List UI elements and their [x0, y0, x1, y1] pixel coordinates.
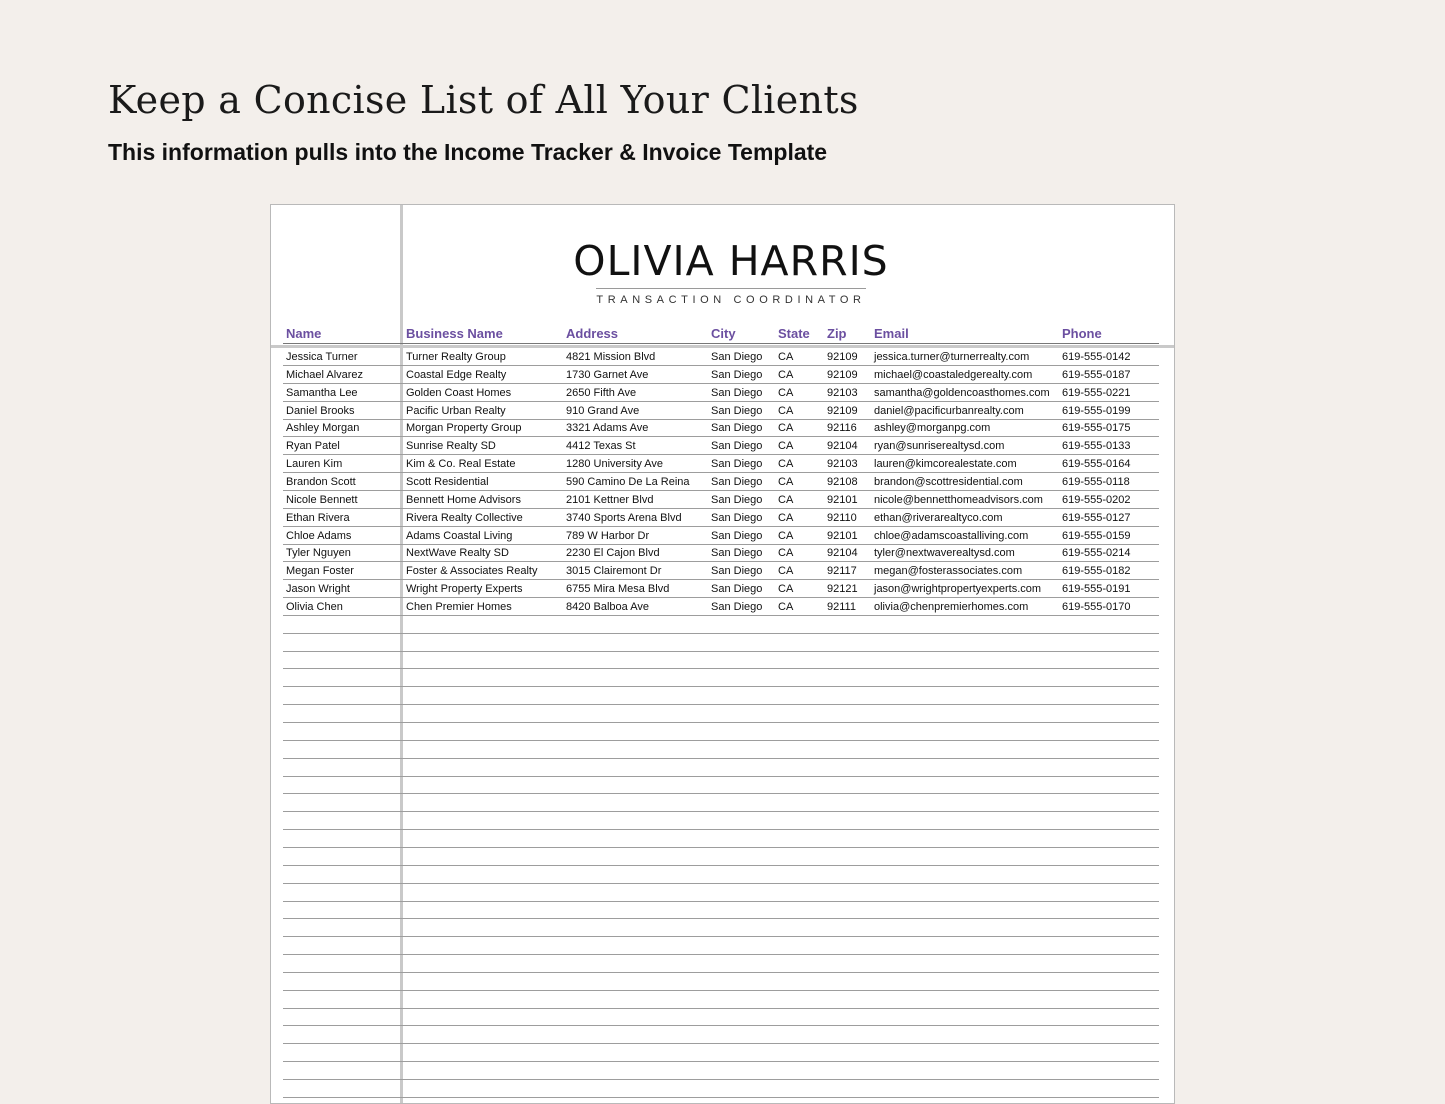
table-row[interactable] — [283, 419, 1159, 437]
empty-row[interactable] — [283, 812, 1159, 830]
cell-zip[interactable]: 92104 — [827, 547, 858, 560]
column-header-business-name[interactable]: Business Name — [406, 326, 503, 341]
empty-row[interactable] — [283, 1044, 1159, 1062]
empty-row[interactable] — [283, 669, 1159, 687]
brand-logo — [571, 237, 891, 306]
cell-phone[interactable]: 619-555-0221 — [1062, 386, 1131, 399]
cell-phone[interactable]: 619-555-0127 — [1062, 511, 1131, 524]
cell-zip[interactable]: 92108 — [827, 475, 858, 488]
cell-zip[interactable]: 92117 — [827, 565, 857, 578]
page-subtitle: This information pulls into the Income Tracker & Invoice Template — [108, 139, 828, 165]
cell-name[interactable]: Daniel Brooks — [286, 404, 355, 417]
cell-address[interactable]: 6755 Mira Mesa Blvd — [566, 583, 670, 596]
cell-city[interactable]: San Diego — [711, 565, 763, 578]
cell-email[interactable]: lauren@kimcorealestate.com — [874, 458, 1017, 471]
cell-email[interactable]: nicole@bennetthomeadvisors.com — [874, 493, 1043, 506]
cell-zip[interactable]: 92109 — [827, 368, 858, 381]
table-row[interactable] — [283, 598, 1159, 616]
table-row[interactable] — [283, 491, 1159, 509]
empty-row[interactable] — [283, 973, 1159, 991]
empty-row[interactable] — [283, 937, 1159, 955]
cell-zip[interactable]: 92109 — [827, 404, 858, 417]
cell-phone[interactable]: 619-555-0142 — [1062, 351, 1131, 363]
cell-phone[interactable]: 619-555-0164 — [1062, 458, 1131, 471]
cell-business-name[interactable]: Turner Realty Group — [406, 351, 506, 363]
cell-business-name[interactable]: Kim & Co. Real Estate — [406, 458, 516, 471]
empty-row[interactable] — [283, 1026, 1159, 1044]
cell-city[interactable]: San Diego — [711, 529, 763, 542]
cell-address[interactable]: 789 W Harbor Dr — [566, 529, 650, 542]
cell-email[interactable]: megan@fosterassociates.com — [874, 565, 1023, 578]
empty-row[interactable] — [283, 848, 1159, 866]
empty-row[interactable] — [283, 919, 1159, 937]
cell-address[interactable]: 3740 Sports Arena Blvd — [566, 511, 682, 524]
empty-row[interactable] — [283, 634, 1159, 652]
cell-zip[interactable]: 92110 — [827, 511, 857, 524]
cell-email[interactable]: jason@wrightpropertyexperts.com — [874, 583, 1042, 596]
cell-address[interactable]: 910 Grand Ave — [566, 404, 640, 417]
cell-phone[interactable]: 619-555-0175 — [1062, 422, 1131, 435]
cell-name[interactable]: Ryan Patel — [286, 440, 340, 453]
cell-city[interactable]: San Diego — [711, 404, 763, 417]
cell-zip[interactable]: 92109 — [827, 351, 858, 363]
cell-email[interactable]: tyler@nextwaverealtysd.com — [874, 547, 1015, 560]
cell-name[interactable]: Ashley Morgan — [286, 422, 360, 435]
cell-state[interactable]: CA — [778, 368, 794, 381]
cell-name[interactable]: Michael Alvarez — [286, 368, 364, 381]
column-header-state[interactable]: State — [778, 326, 810, 341]
cell-state[interactable]: CA — [778, 583, 794, 596]
cell-phone[interactable]: 619-555-0133 — [1062, 440, 1131, 453]
table-row[interactable] — [283, 437, 1159, 455]
empty-row[interactable] — [283, 1008, 1159, 1026]
cell-address[interactable]: 2101 Kettner Blvd — [566, 493, 654, 506]
cell-address[interactable]: 1280 University Ave — [566, 458, 664, 471]
cell-zip[interactable]: 92101 — [827, 529, 858, 542]
cell-state[interactable]: CA — [778, 493, 794, 506]
cell-business-name[interactable]: Chen Premier Homes — [406, 600, 512, 613]
cell-business-name[interactable]: NextWave Realty SD — [406, 547, 509, 560]
cell-business-name[interactable]: Wright Property Experts — [406, 583, 523, 596]
cell-name[interactable]: Tyler Nguyen — [286, 547, 351, 560]
cell-address[interactable]: 2650 Fifth Ave — [566, 386, 637, 399]
empty-row[interactable] — [283, 955, 1159, 973]
table-row[interactable] — [283, 544, 1159, 562]
cell-city[interactable]: San Diego — [711, 547, 763, 560]
cell-business-name[interactable]: Rivera Realty Collective — [406, 511, 523, 524]
cell-city[interactable]: San Diego — [711, 493, 763, 506]
cell-business-name[interactable]: Pacific Urban Realty — [406, 404, 506, 417]
cell-city[interactable]: San Diego — [711, 440, 763, 453]
column-header-phone[interactable]: Phone — [1062, 326, 1102, 341]
header-underline — [283, 343, 1159, 344]
cell-address[interactable]: 2230 El Cajon Blvd — [566, 547, 660, 560]
column-header-city[interactable]: City — [711, 326, 736, 341]
table-row[interactable] — [283, 366, 1159, 384]
column-header-name[interactable]: Name — [286, 326, 322, 341]
cell-state[interactable]: CA — [778, 600, 794, 613]
table-row[interactable] — [283, 473, 1159, 491]
cell-name[interactable]: Brandon Scott — [286, 475, 356, 488]
cell-business-name[interactable]: Foster & Associates Realty — [406, 565, 538, 578]
table-row[interactable] — [283, 509, 1159, 527]
cell-phone[interactable]: 619-555-0191 — [1062, 583, 1131, 596]
cell-business-name[interactable]: Golden Coast Homes — [406, 386, 512, 399]
logo-divider — [596, 288, 866, 289]
cell-phone[interactable]: 619-555-0182 — [1062, 565, 1131, 578]
cell-email[interactable]: jessica.turner@turnerrealty.com — [874, 351, 1030, 363]
cell-state[interactable]: CA — [778, 440, 794, 453]
cell-zip[interactable]: 92103 — [827, 386, 858, 399]
table-row[interactable] — [283, 402, 1159, 420]
cell-email[interactable]: ryan@sunriserealtysd.com — [874, 440, 1005, 453]
column-header-zip[interactable]: Zip — [827, 326, 847, 341]
cell-city[interactable]: San Diego — [711, 511, 763, 524]
table-row[interactable] — [283, 348, 1159, 366]
logo-name: OLIVIA HARRIS — [573, 237, 889, 285]
table-row[interactable] — [283, 562, 1159, 580]
empty-row[interactable] — [283, 901, 1159, 919]
cell-address[interactable]: 3321 Adams Ave — [566, 422, 649, 435]
cell-city[interactable]: San Diego — [711, 583, 763, 596]
cell-zip[interactable]: 92116 — [827, 422, 857, 435]
cell-address[interactable]: 4821 Mission Blvd — [566, 351, 656, 363]
cell-phone[interactable]: 619-555-0214 — [1062, 547, 1131, 560]
cell-address[interactable]: 8420 Balboa Ave — [566, 600, 649, 613]
empty-row[interactable] — [283, 687, 1159, 705]
cell-address[interactable]: 4412 Texas St — [566, 440, 636, 453]
cell-city[interactable]: San Diego — [711, 422, 763, 435]
cell-state[interactable]: CA — [778, 565, 794, 578]
cell-business-name[interactable]: Morgan Property Group — [406, 422, 522, 435]
logo-tagline: TRANSACTION COORDINATOR — [596, 294, 866, 306]
cell-email[interactable]: daniel@pacificurbanrealty.com — [874, 404, 1024, 417]
client-list-sheet — [270, 204, 1175, 1104]
cell-name[interactable]: Chloe Adams — [286, 529, 352, 542]
empty-row[interactable] — [283, 1080, 1159, 1098]
cell-business-name[interactable]: Sunrise Realty SD — [406, 440, 496, 453]
empty-row[interactable] — [283, 759, 1159, 777]
cell-city[interactable]: San Diego — [711, 351, 763, 363]
cell-city[interactable]: San Diego — [711, 368, 763, 381]
cell-business-name[interactable]: Bennett Home Advisors — [406, 493, 521, 506]
cell-zip[interactable]: 92104 — [827, 440, 858, 453]
cell-phone[interactable]: 619-555-0159 — [1062, 529, 1131, 542]
cell-name[interactable]: Nicole Bennett — [286, 493, 358, 506]
empty-row[interactable] — [283, 776, 1159, 794]
column-header-address[interactable]: Address — [566, 326, 619, 341]
cell-email[interactable]: ashley@morganpg.com — [874, 422, 991, 435]
table-row[interactable] — [283, 455, 1159, 473]
cell-phone[interactable]: 619-555-0170 — [1062, 600, 1131, 613]
cell-phone[interactable]: 619-555-0199 — [1062, 404, 1131, 417]
cell-zip[interactable]: 92121 — [827, 583, 858, 596]
column-header-email[interactable]: Email — [874, 326, 909, 341]
cell-name[interactable]: Jessica Turner — [286, 351, 358, 363]
cell-name[interactable]: Jason Wright — [286, 583, 350, 596]
cell-phone[interactable]: 619-555-0202 — [1062, 493, 1131, 506]
empty-row[interactable] — [283, 616, 1159, 634]
cell-state[interactable]: CA — [778, 475, 794, 488]
empty-row[interactable] — [283, 830, 1159, 848]
empty-row[interactable] — [283, 741, 1159, 759]
cell-city[interactable]: San Diego — [711, 386, 763, 399]
cell-zip[interactable]: 92103 — [827, 458, 858, 471]
cell-state[interactable]: CA — [778, 547, 794, 560]
cell-city[interactable]: San Diego — [711, 600, 763, 613]
cell-phone[interactable]: 619-555-0187 — [1062, 368, 1131, 381]
cell-email[interactable]: ethan@riverarealtyco.com — [874, 511, 1003, 524]
table-row[interactable] — [283, 384, 1159, 402]
table-row[interactable] — [283, 580, 1159, 598]
cell-business-name[interactable]: Coastal Edge Realty — [406, 368, 507, 381]
empty-row[interactable] — [283, 991, 1159, 1009]
cell-zip[interactable]: 92111 — [827, 600, 856, 613]
empty-row[interactable] — [283, 884, 1159, 902]
empty-row[interactable] — [283, 1062, 1159, 1080]
cell-city[interactable]: San Diego — [711, 458, 763, 471]
cell-state[interactable]: CA — [778, 458, 794, 471]
cell-name[interactable]: Lauren Kim — [286, 458, 343, 471]
cell-state[interactable]: CA — [778, 386, 794, 399]
cell-email[interactable]: samantha@goldencoasthomes.com — [874, 386, 1050, 399]
table-row[interactable] — [283, 527, 1159, 545]
cell-name[interactable]: Megan Foster — [286, 565, 354, 578]
cell-phone[interactable]: 619-555-0118 — [1062, 475, 1130, 488]
cell-state[interactable]: CA — [778, 529, 794, 542]
cell-name[interactable]: Samantha Lee — [286, 386, 358, 399]
cell-city[interactable]: San Diego — [711, 475, 763, 488]
cell-email[interactable]: chloe@adamscoastalliving.com — [874, 529, 1029, 542]
empty-row[interactable] — [283, 866, 1159, 884]
empty-row[interactable] — [283, 651, 1159, 669]
page-title: Keep a Concise List of All Your Clients — [108, 78, 859, 122]
cell-state[interactable]: CA — [778, 511, 794, 524]
cell-address[interactable]: 1730 Garnet Ave — [566, 368, 649, 381]
cell-name[interactable]: Olivia Chen — [286, 600, 343, 613]
empty-row[interactable] — [283, 794, 1159, 812]
cell-state[interactable]: CA — [778, 351, 794, 363]
cell-name[interactable]: Ethan Rivera — [286, 511, 350, 524]
cell-email[interactable]: michael@coastaledgerealty.com — [874, 368, 1033, 381]
cell-zip[interactable]: 92101 — [827, 493, 858, 506]
cell-address[interactable]: 590 Camino De La Reina — [566, 475, 690, 488]
cell-email[interactable]: olivia@chenpremierhomes.com — [874, 600, 1029, 613]
empty-row[interactable] — [283, 705, 1159, 723]
cell-business-name[interactable]: Scott Residential — [406, 475, 489, 488]
cell-state[interactable]: CA — [778, 404, 794, 417]
cell-address[interactable]: 3015 Clairemont Dr — [566, 565, 662, 578]
cell-business-name[interactable]: Adams Coastal Living — [406, 529, 513, 542]
cell-email[interactable]: brandon@scottresidential.com — [874, 475, 1023, 488]
cell-state[interactable]: CA — [778, 422, 794, 435]
empty-row[interactable] — [283, 723, 1159, 741]
